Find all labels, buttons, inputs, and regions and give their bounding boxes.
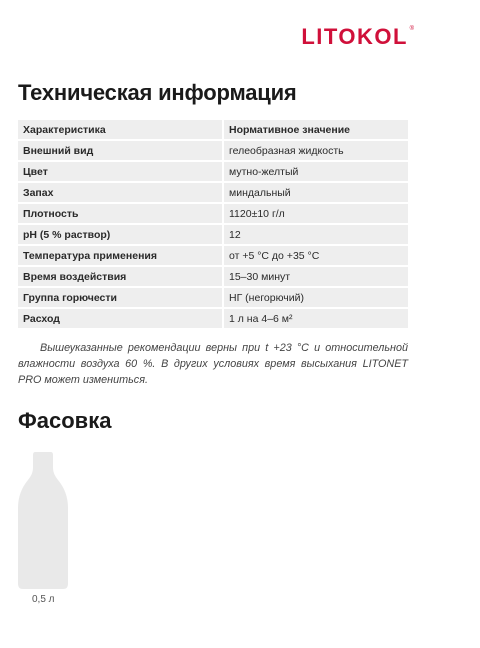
bottle-volume-label: 0,5 л — [32, 594, 55, 605]
row-label: Запах — [18, 183, 224, 202]
table-row — [18, 267, 408, 286]
row-value: мутно-желтый — [224, 162, 408, 181]
row-label: Температура применения — [18, 246, 224, 265]
column-header-value: Нормативное значение — [224, 120, 408, 139]
spec-table — [18, 118, 408, 330]
table-row — [18, 162, 408, 181]
tech-info-title: Техническая информация — [18, 80, 297, 105]
row-value: 12 — [224, 225, 408, 244]
conditions-note: Вышеуказанные рекомендации верны при t +23 °С и относительной влажности воздуха 60 %. В других условиях время высыхания LITONET PRO может измениться. — [18, 342, 408, 386]
row-label: Плотность — [18, 204, 224, 223]
table-row — [18, 309, 408, 328]
row-label: Расход — [18, 309, 224, 328]
table-row — [18, 225, 408, 244]
row-label: Цвет — [18, 162, 224, 181]
table-row — [18, 183, 408, 202]
table-row — [18, 141, 408, 160]
row-label: pH (5 % раствор) — [18, 225, 224, 244]
row-value: 15–30 минут — [224, 267, 408, 286]
row-value: 1 л на 4–6 м² — [224, 309, 408, 328]
column-header-characteristic: Характеристика — [18, 120, 224, 139]
table-row — [18, 246, 408, 265]
row-value: миндальный — [224, 183, 408, 202]
row-label: Внешний вид — [18, 141, 224, 160]
row-label: Время воздействия — [18, 267, 224, 286]
bottle-icon — [18, 450, 68, 590]
registered-mark: ® — [409, 26, 414, 32]
table-header-row — [18, 120, 408, 139]
row-value: от +5 °С до +35 °С — [224, 246, 408, 265]
table-row — [18, 204, 408, 223]
row-label: Группа горючести — [18, 288, 224, 307]
table-row — [18, 288, 408, 307]
packaging-title: Фасовка — [18, 408, 112, 433]
row-value: 1120±10 г/л — [224, 204, 408, 223]
row-value: НГ (негорючий) — [224, 288, 408, 307]
litokol-logo: LITOKOL — [301, 24, 408, 49]
row-value: гелеобразная жидкость — [224, 141, 408, 160]
